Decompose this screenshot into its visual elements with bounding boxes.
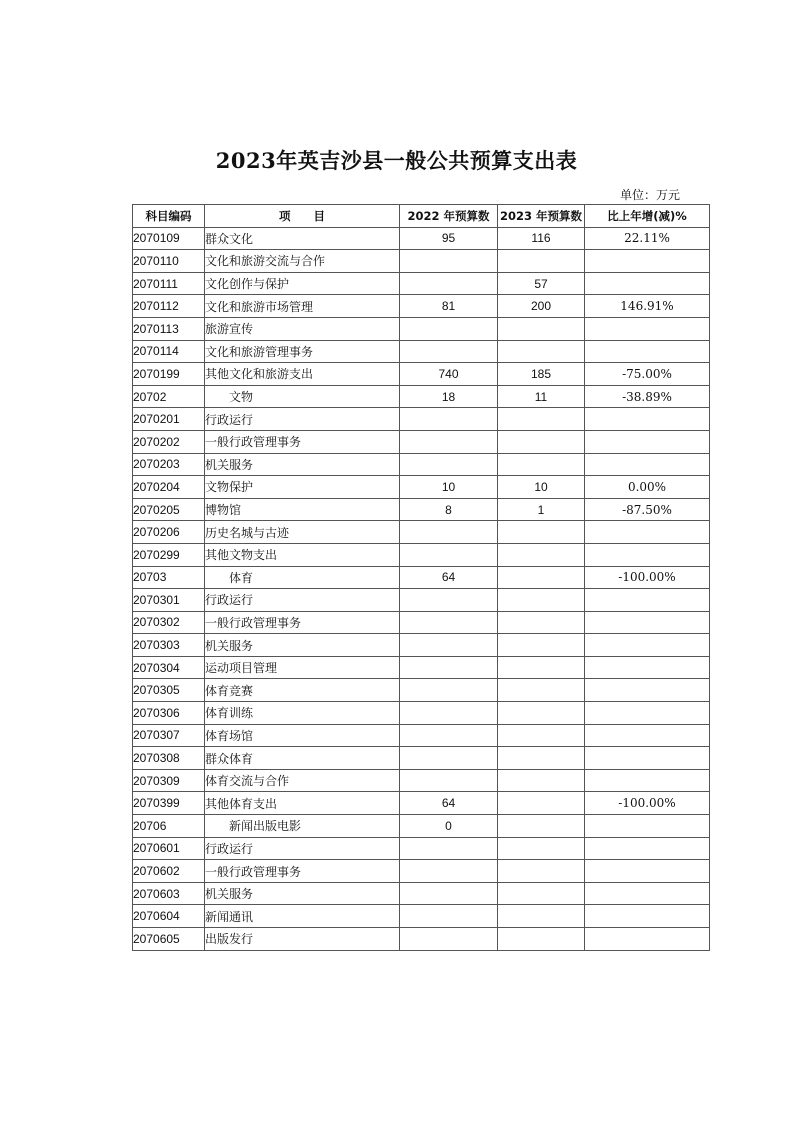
row-change-value xyxy=(585,453,710,476)
row-name: 文化和旅游交流与合作 xyxy=(205,250,400,273)
row-name: 一般行政管理事务 xyxy=(205,860,400,883)
table-row xyxy=(133,430,710,453)
row-2022-value: 0 xyxy=(400,815,498,838)
row-name: 旅游宣传 xyxy=(205,317,400,340)
header-item: 项 目 xyxy=(205,205,400,228)
row-name: 出版发行 xyxy=(205,928,400,951)
row-2023-value xyxy=(498,566,585,589)
header-change: 比上年增(减)% xyxy=(585,205,710,228)
row-code: 2070602 xyxy=(133,860,205,883)
table-row xyxy=(133,860,710,883)
row-2023-value xyxy=(498,860,585,883)
row-name: 新闻通讯 xyxy=(205,905,400,928)
row-name: 体育竞赛 xyxy=(205,679,400,702)
row-2023-value xyxy=(498,611,585,634)
row-2022-value xyxy=(400,634,498,657)
row-2022-value xyxy=(400,521,498,544)
row-name: 群众文化 xyxy=(205,227,400,250)
table-row xyxy=(133,317,710,340)
row-name: 行政运行 xyxy=(205,837,400,860)
row-2022-value xyxy=(400,905,498,928)
row-2022-value xyxy=(400,702,498,725)
row-change-value xyxy=(585,408,710,431)
row-name: 体育 xyxy=(205,566,400,589)
row-change-value xyxy=(585,905,710,928)
table-row xyxy=(133,250,710,273)
row-2023-value: 10 xyxy=(498,476,585,499)
row-name: 行政运行 xyxy=(205,589,400,612)
row-change-value: 22.11% xyxy=(585,227,710,250)
row-2023-value: 1 xyxy=(498,498,585,521)
row-change-value xyxy=(585,860,710,883)
row-2022-value xyxy=(400,656,498,679)
row-2022-value xyxy=(400,340,498,363)
table-row xyxy=(133,702,710,725)
row-2023-value xyxy=(498,453,585,476)
table-row xyxy=(133,747,710,770)
row-2023-value xyxy=(498,543,585,566)
table-row xyxy=(133,656,710,679)
row-code: 2070201 xyxy=(133,408,205,431)
row-name: 一般行政管理事务 xyxy=(205,611,400,634)
row-2023-value: 185 xyxy=(498,363,585,386)
row-2023-value: 200 xyxy=(498,295,585,318)
row-change-value: -87.50% xyxy=(585,498,710,521)
row-code: 2070204 xyxy=(133,476,205,499)
row-name: 文化和旅游市场管理 xyxy=(205,295,400,318)
row-2022-value xyxy=(400,679,498,702)
row-change-value: -75.00% xyxy=(585,363,710,386)
row-code: 2070199 xyxy=(133,363,205,386)
table-row xyxy=(133,453,710,476)
row-code: 2070112 xyxy=(133,295,205,318)
table-row xyxy=(133,385,710,408)
row-2023-value xyxy=(498,317,585,340)
table-row xyxy=(133,769,710,792)
row-change-value xyxy=(585,521,710,544)
header-2023: 2023 年预算数 xyxy=(498,205,585,228)
row-2022-value: 18 xyxy=(400,385,498,408)
row-2022-value xyxy=(400,724,498,747)
row-name: 机关服务 xyxy=(205,453,400,476)
row-change-value xyxy=(585,430,710,453)
row-code: 2070110 xyxy=(133,250,205,273)
row-2022-value: 10 xyxy=(400,476,498,499)
row-code: 20702 xyxy=(133,385,205,408)
row-name: 群众体育 xyxy=(205,747,400,770)
row-change-value: -38.89% xyxy=(585,385,710,408)
row-2023-value xyxy=(498,340,585,363)
row-change-value xyxy=(585,543,710,566)
table-row xyxy=(133,679,710,702)
table-row xyxy=(133,543,710,566)
row-name: 历史名城与古迹 xyxy=(205,521,400,544)
row-2023-value xyxy=(498,430,585,453)
row-2023-value: 11 xyxy=(498,385,585,408)
row-code: 2070113 xyxy=(133,317,205,340)
row-code: 2070206 xyxy=(133,521,205,544)
row-code: 2070304 xyxy=(133,656,205,679)
row-name: 文化和旅游管理事务 xyxy=(205,340,400,363)
row-change-value xyxy=(585,769,710,792)
row-code: 2070203 xyxy=(133,453,205,476)
row-2023-value xyxy=(498,250,585,273)
row-change-value xyxy=(585,250,710,273)
row-code: 2070205 xyxy=(133,498,205,521)
row-code: 2070605 xyxy=(133,928,205,951)
row-change-value: 0.00% xyxy=(585,476,710,499)
row-2022-value xyxy=(400,453,498,476)
unit-label: 单位：万元 xyxy=(620,188,681,202)
row-name: 文化创作与保护 xyxy=(205,272,400,295)
row-code: 2070111 xyxy=(133,272,205,295)
table-row xyxy=(133,611,710,634)
table-row xyxy=(133,837,710,860)
row-code: 2070601 xyxy=(133,837,205,860)
row-2023-value xyxy=(498,815,585,838)
row-name: 体育场馆 xyxy=(205,724,400,747)
row-2022-value xyxy=(400,317,498,340)
row-code: 2070307 xyxy=(133,724,205,747)
table-row xyxy=(133,882,710,905)
row-code: 2070299 xyxy=(133,543,205,566)
row-code: 2070604 xyxy=(133,905,205,928)
row-change-value: -100.00% xyxy=(585,566,710,589)
row-2023-value xyxy=(498,589,585,612)
row-name: 其他文化和旅游支出 xyxy=(205,363,400,386)
row-2022-value xyxy=(400,837,498,860)
table-row xyxy=(133,928,710,951)
row-2022-value xyxy=(400,589,498,612)
row-2023-value xyxy=(498,747,585,770)
row-code: 2070202 xyxy=(133,430,205,453)
row-change-value xyxy=(585,611,710,634)
table-row xyxy=(133,272,710,295)
row-change-value: 146.91% xyxy=(585,295,710,318)
row-2022-value xyxy=(400,272,498,295)
table-row xyxy=(133,521,710,544)
row-2022-value: 95 xyxy=(400,227,498,250)
row-code: 2070306 xyxy=(133,702,205,725)
table-row xyxy=(133,566,710,589)
row-2022-value xyxy=(400,430,498,453)
row-2022-value xyxy=(400,250,498,273)
row-2023-value xyxy=(498,928,585,951)
row-2023-value xyxy=(498,634,585,657)
row-2022-value xyxy=(400,747,498,770)
row-2022-value xyxy=(400,408,498,431)
header-2022: 2022 年预算数 xyxy=(400,205,498,228)
row-code: 2070302 xyxy=(133,611,205,634)
page-title: 2023年英吉沙县一般公共预算支出表 xyxy=(215,148,578,173)
table-header-row xyxy=(133,205,710,228)
table-row xyxy=(133,340,710,363)
row-2023-value xyxy=(498,521,585,544)
row-change-value xyxy=(585,272,710,295)
row-change-value: -100.00% xyxy=(585,792,710,815)
row-2022-value: 64 xyxy=(400,566,498,589)
row-name: 体育交流与合作 xyxy=(205,769,400,792)
row-name: 运动项目管理 xyxy=(205,656,400,679)
row-change-value xyxy=(585,815,710,838)
row-2023-value: 57 xyxy=(498,272,585,295)
row-2022-value xyxy=(400,611,498,634)
row-code: 2070303 xyxy=(133,634,205,657)
row-name: 博物馆 xyxy=(205,498,400,521)
row-code: 2070399 xyxy=(133,792,205,815)
row-change-value xyxy=(585,589,710,612)
row-code: 20703 xyxy=(133,566,205,589)
row-name: 一般行政管理事务 xyxy=(205,430,400,453)
row-2022-value: 8 xyxy=(400,498,498,521)
table-row xyxy=(133,498,710,521)
row-code: 20706 xyxy=(133,815,205,838)
row-2023-value xyxy=(498,679,585,702)
row-2022-value xyxy=(400,543,498,566)
row-2023-value xyxy=(498,792,585,815)
row-name: 机关服务 xyxy=(205,634,400,657)
row-change-value xyxy=(585,724,710,747)
table-row xyxy=(133,905,710,928)
row-change-value xyxy=(585,837,710,860)
row-2023-value xyxy=(498,882,585,905)
row-name: 其他体育支出 xyxy=(205,792,400,815)
row-code: 2070603 xyxy=(133,882,205,905)
row-name: 文物保护 xyxy=(205,476,400,499)
row-change-value xyxy=(585,882,710,905)
row-2022-value: 740 xyxy=(400,363,498,386)
row-2023-value xyxy=(498,905,585,928)
row-2023-value xyxy=(498,656,585,679)
row-2022-value xyxy=(400,928,498,951)
row-change-value xyxy=(585,679,710,702)
row-2023-value xyxy=(498,769,585,792)
row-change-value xyxy=(585,340,710,363)
budget-table xyxy=(132,204,710,951)
row-change-value xyxy=(585,656,710,679)
row-2023-value xyxy=(498,408,585,431)
table-row xyxy=(133,476,710,499)
row-2023-value xyxy=(498,837,585,860)
row-name: 新闻出版电影 xyxy=(205,815,400,838)
row-name: 机关服务 xyxy=(205,882,400,905)
row-name: 文物 xyxy=(205,385,400,408)
row-2022-value xyxy=(400,769,498,792)
table-row xyxy=(133,363,710,386)
row-code: 2070305 xyxy=(133,679,205,702)
row-change-value xyxy=(585,634,710,657)
table-row xyxy=(133,792,710,815)
row-2022-value xyxy=(400,860,498,883)
row-change-value xyxy=(585,317,710,340)
row-name: 体育训练 xyxy=(205,702,400,725)
row-2022-value xyxy=(400,882,498,905)
row-change-value xyxy=(585,702,710,725)
row-2022-value: 64 xyxy=(400,792,498,815)
table-row xyxy=(133,634,710,657)
table-row xyxy=(133,227,710,250)
row-2023-value xyxy=(498,702,585,725)
table-row xyxy=(133,408,710,431)
table-row xyxy=(133,295,710,318)
row-name: 行政运行 xyxy=(205,408,400,431)
row-2023-value: 116 xyxy=(498,227,585,250)
row-name: 其他文物支出 xyxy=(205,543,400,566)
table-row xyxy=(133,815,710,838)
row-code: 2070301 xyxy=(133,589,205,612)
row-change-value xyxy=(585,928,710,951)
row-code: 2070309 xyxy=(133,769,205,792)
header-code: 科目编码 xyxy=(133,205,205,228)
row-code: 2070308 xyxy=(133,747,205,770)
row-code: 2070114 xyxy=(133,340,205,363)
row-2023-value xyxy=(498,724,585,747)
row-change-value xyxy=(585,747,710,770)
row-2022-value: 81 xyxy=(400,295,498,318)
table-body xyxy=(133,227,710,950)
row-code: 2070109 xyxy=(133,227,205,250)
table-row xyxy=(133,589,710,612)
table-row xyxy=(133,724,710,747)
